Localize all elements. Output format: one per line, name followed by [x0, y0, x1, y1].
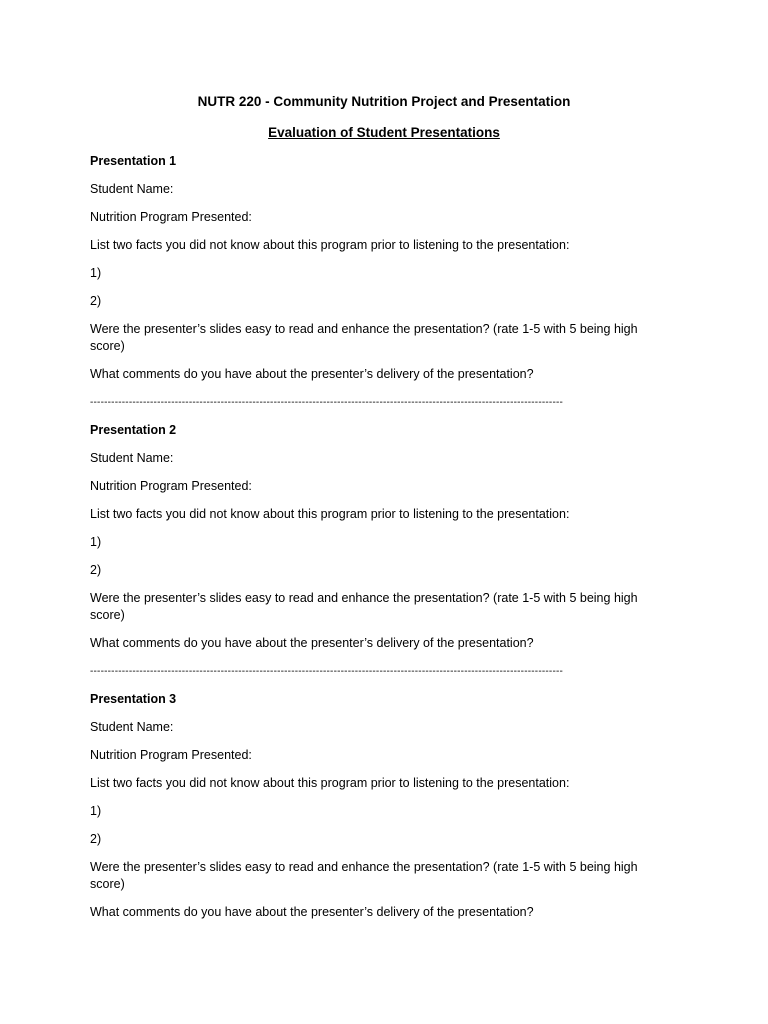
delivery-question: What comments do you have about the presenter’s delivery of the presentation? — [90, 636, 534, 650]
presentation-heading: Presentation 1 — [90, 154, 177, 168]
program-label: Nutrition Program Presented: — [90, 479, 252, 493]
slides-question: Were the presenter’s slides easy to read and enhance the presentation? (rate 1-5 with 5 being high score) — [90, 591, 638, 622]
presentation-section-1 — [90, 153, 680, 383]
facts-prompt: List two facts you did not know about this program prior to listening to the presentation: — [90, 238, 570, 252]
student-name-label: Student Name: — [90, 720, 174, 734]
program-label: Nutrition Program Presented: — [90, 748, 252, 762]
student-name-label: Student Name: — [90, 451, 174, 465]
student-name-label: Student Name: — [90, 182, 174, 196]
presentation-section-2 — [90, 422, 680, 652]
delivery-question: What comments do you have about the presenter’s delivery of the presentation? — [90, 367, 534, 381]
presentation-heading: Presentation 2 — [90, 423, 177, 437]
fact-item-2: 2) — [90, 294, 102, 308]
document-page — [90, 93, 680, 932]
slides-question: Were the presenter’s slides easy to read and enhance the presentation? (rate 1-5 with 5 being high score) — [90, 322, 638, 353]
program-label: Nutrition Program Presented: — [90, 210, 252, 224]
fact-item-2: 2) — [90, 563, 102, 577]
document-title: NUTR 220 - Community Nutrition Project and Presentation — [197, 94, 571, 109]
fact-item-1: 1) — [90, 804, 102, 818]
fact-item-2: 2) — [90, 832, 102, 846]
facts-prompt: List two facts you did not know about this program prior to listening to the presentation: — [90, 507, 570, 521]
document-subtitle: Evaluation of Student Presentations — [268, 125, 500, 140]
delivery-question: What comments do you have about the presenter’s delivery of the presentation? — [90, 905, 534, 919]
presentation-section-3 — [90, 691, 680, 921]
fact-item-1: 1) — [90, 266, 102, 280]
section-separator: -------------------------------------------------------------------------------------------------------------------------------------- — [90, 666, 564, 677]
presentation-heading: Presentation 3 — [90, 692, 177, 706]
section-separator: -------------------------------------------------------------------------------------------------------------------------------------- — [90, 397, 564, 408]
fact-item-1: 1) — [90, 535, 102, 549]
slides-question: Were the presenter’s slides easy to read and enhance the presentation? (rate 1-5 with 5 being high score) — [90, 860, 638, 891]
facts-prompt: List two facts you did not know about this program prior to listening to the presentation: — [90, 776, 570, 790]
